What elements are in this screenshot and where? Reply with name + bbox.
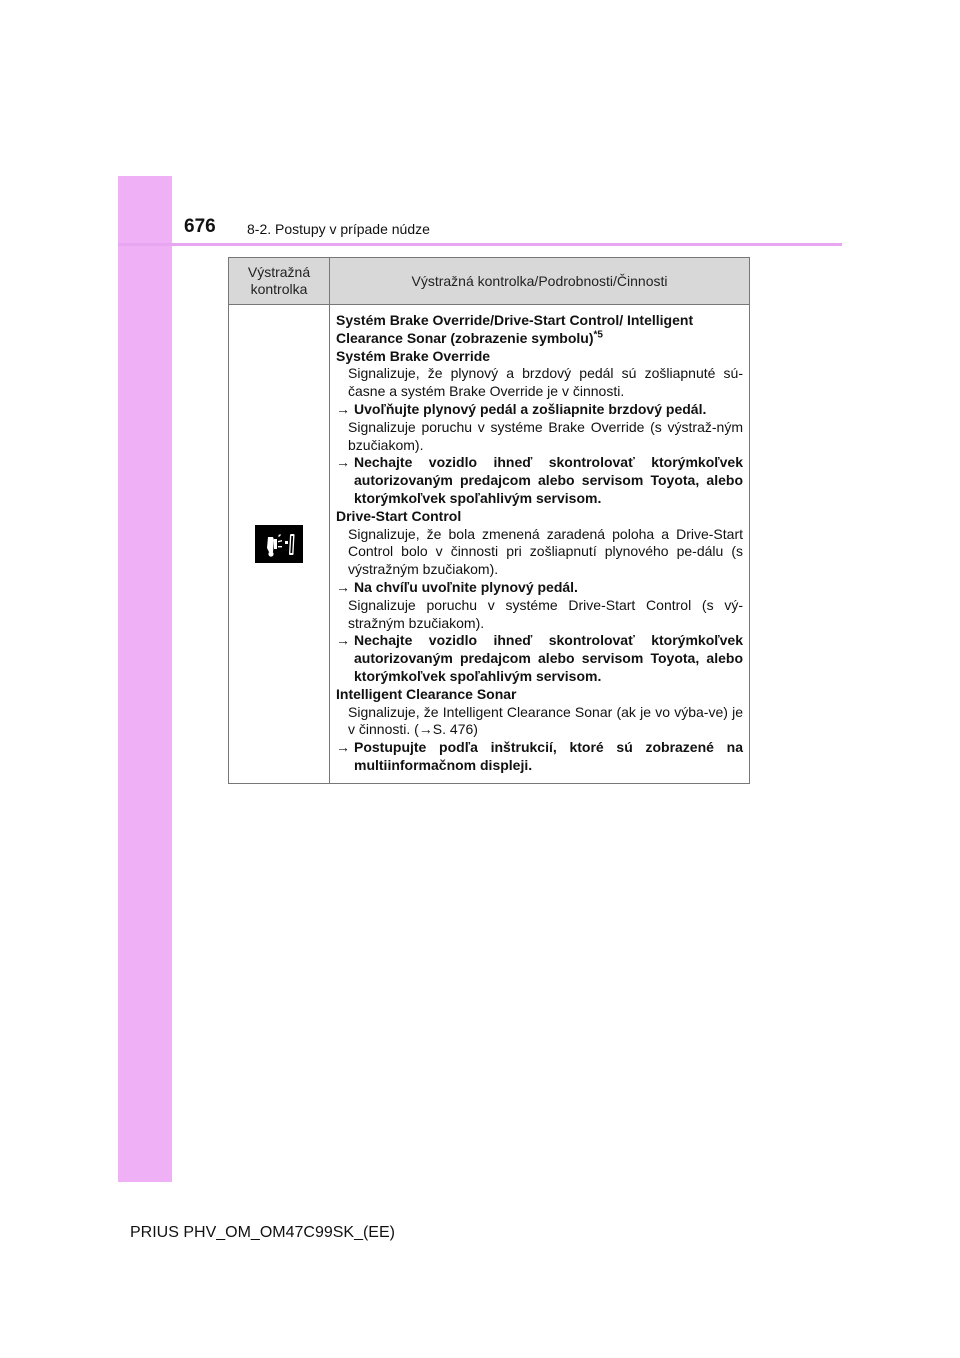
action-item [336, 579, 743, 597]
icon-cell [229, 305, 330, 784]
arrow-icon: → [336, 739, 350, 756]
details-cell [330, 305, 750, 784]
subheading-drive-start: Drive-Start Control [336, 507, 462, 524]
arrow-icon: → [336, 578, 350, 595]
document-code: PRIUS PHV_OM_OM47C99SK_(EE) [130, 1224, 395, 1241]
description-text: Signalizuje, že plynový a brzdový pedál sú zošliapnuté sú-časne a systém Brake Override je v činnosti. [348, 365, 743, 400]
action-text: Nechajte vozidlo ihneď skontrolovať ktorýmkoľvek autorizovaným predajcom alebo servisom Toyota, alebo ktorýmkoľvek spoľahlivým servisom. [354, 632, 743, 684]
description-text: Signalizuje, že bola zmenená zaradená poloha a Drive-Start Control bolo v činnosti pri zošliapnutí plynového pe-dálu (s výstražným bzučiakom). [348, 525, 743, 578]
action-item [336, 739, 743, 775]
column-header-light: Výstražná kontrolka [229, 258, 330, 305]
table-header-row [229, 258, 750, 305]
warning-light-table [228, 257, 750, 784]
sidebar-tab [118, 176, 172, 1182]
action-text: Na chvíľu uvoľnite plynový pedál. [354, 578, 578, 595]
table-row [229, 305, 750, 784]
page-number: 676 [184, 216, 216, 237]
entry-title [336, 312, 743, 348]
action-text: Uvoľňujte plynový pedál a zošliapnite brzdový pedál. [354, 400, 707, 417]
brake-override-pedal-icon [255, 525, 303, 563]
description-text: Signalizuje, že Intelligent Clearance Sonar (ak je vo výba-ve) je v činnosti. (→S. 476) [348, 703, 743, 738]
action-text: Nechajte vozidlo ihneď skontrolovať ktorýmkoľvek autorizovaným predajcom alebo servisom Toyota, alebo ktorýmkoľvek spoľahlivým servisom. [354, 454, 743, 506]
arrow-icon: → [336, 400, 350, 417]
description-text: Signalizuje poruchu v systéme Drive-Start Control (s vý-stražným bzučiakom). [348, 596, 743, 631]
action-item [336, 401, 743, 419]
header-rule [118, 243, 842, 246]
action-item [336, 454, 743, 507]
subheading-clearance-sonar: Intelligent Clearance Sonar [336, 685, 517, 702]
subheading-brake-override: Systém Brake Override [336, 347, 491, 364]
action-item [336, 632, 743, 685]
description-text: Signalizuje poruchu v systéme Brake Override (s výstraž-ným bzučiakom). [348, 418, 743, 453]
footnote-mark: *5 [593, 329, 603, 341]
column-header-details: Výstražná kontrolka/Podrobnosti/Činnosti [330, 258, 750, 305]
arrow-icon: → [336, 454, 350, 471]
entry-title-text: Systém Brake Override/Drive-Start Control/ Intelligent Clearance Sonar (zobrazenie symbolu) [336, 312, 694, 346]
action-text: Postupujte podľa inštrukcií, ktoré sú zobrazené na multiinformačnom displeji. [354, 739, 743, 773]
section-title: 8-2. Postupy v prípade núdze [247, 221, 430, 237]
arrow-icon: → [336, 632, 350, 649]
